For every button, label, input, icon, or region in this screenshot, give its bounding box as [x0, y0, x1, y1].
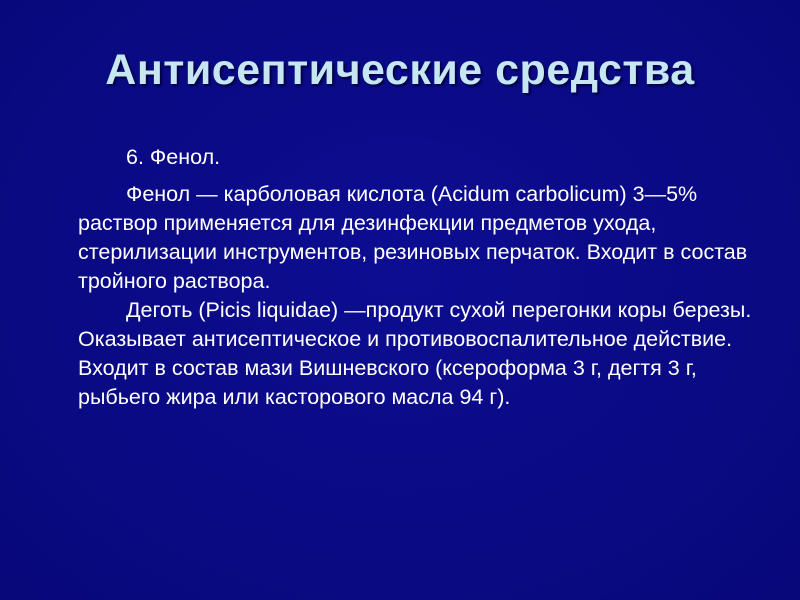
- slide-title: Антисептические средства: [105, 46, 695, 94]
- paragraph-heading: 6. Фенол.: [126, 145, 221, 169]
- paragraph-phenol: Фенол — карболовая кислота (Acidum carbolicum) 3—5% раствор применяется для дезинфекции предметов ухода, стерилизации инструментов, резиновых перчаток. Входит в состав тройного раствора.: [78, 182, 748, 293]
- paragraph-tar: Деготь (Picis liquidae) —продукт сухой перегонки коры березы. Оказывает антисептическое и противовоспалительное действие. Входит в состав мази Вишневского (ксероформа 3 г, дегтя 3 г, рыбьего жира или касторового масла 94 г).: [78, 298, 752, 409]
- slide-body: [78, 143, 768, 412]
